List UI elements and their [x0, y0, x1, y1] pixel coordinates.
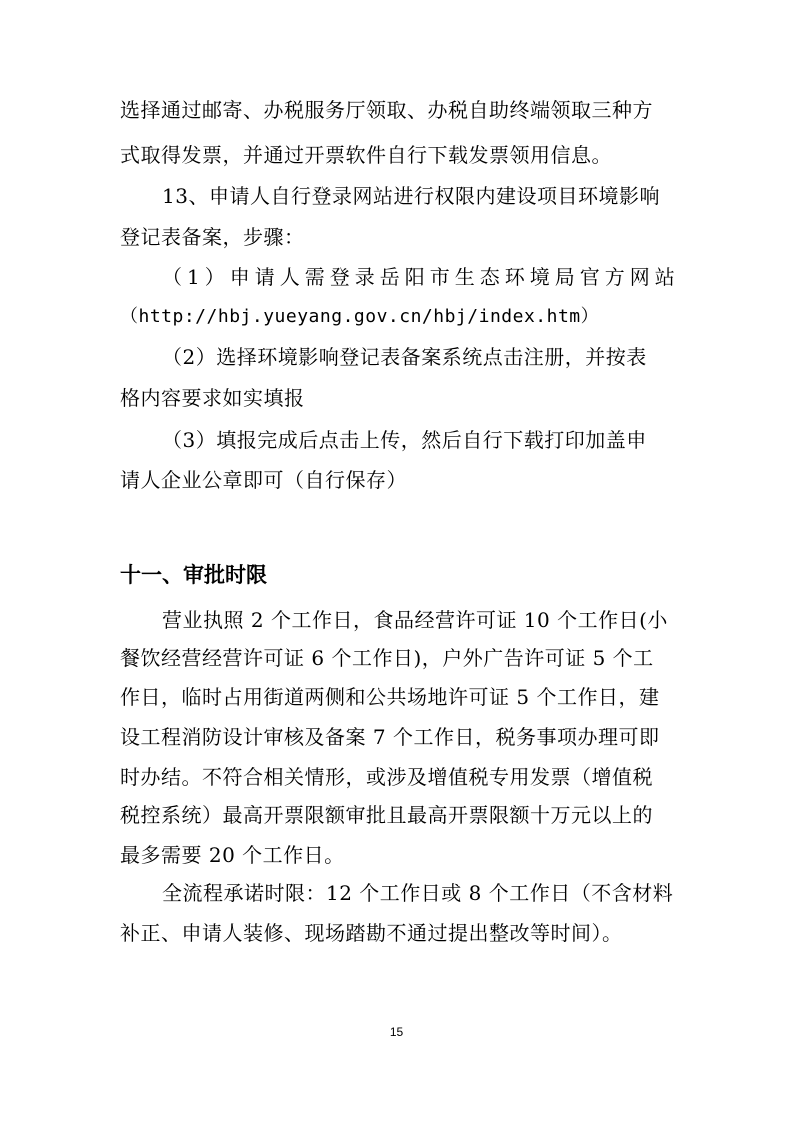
- text-line: 税控系统）最高开票限额审批且最高开票限额十万元以上的: [120, 803, 653, 827]
- text-line: 全流程承诺时限：12 个工作日或 8 个工作日（不含材料: [162, 881, 674, 905]
- text-line: 选择通过邮寄、办税服务厅领取、办税自助终端领取三种方: [120, 98, 653, 122]
- text-line: 格内容要求如实填报: [120, 386, 305, 410]
- text-line: 登记表备案，步骤：: [120, 225, 305, 249]
- text-line: （3）填报完成后点击上传，然后自行下载打印加盖申: [162, 428, 647, 452]
- text-line: 设工程消防设计审核及备案 7 个工作日，税务事项办理可即: [120, 725, 660, 749]
- text-line: （1）申请人需登录岳阳市生态环境局官方网站: [162, 265, 680, 289]
- text-line: 作日，临时占用街道两侧和公共场地许可证 5 个工作日，建: [120, 685, 660, 709]
- text-line: 补正、申请人装修、现场踏勘不通过提出整改等时间）。: [120, 921, 623, 945]
- section-heading: 十一、审批时限: [120, 563, 267, 587]
- text-line: 最多需要 20 个工作日。: [120, 843, 345, 867]
- text-line: 式取得发票，并通过开票软件自行下载发票领用信息。: [120, 143, 612, 167]
- text-line: 餐饮经营经营许可证 6 个工作日)，户外广告许可证 5 个工: [120, 646, 654, 670]
- page-number: 15: [389, 1025, 404, 1039]
- text-line: 13、申请人自行登录网站进行权限内建设项目环境影响: [162, 184, 660, 208]
- text-line: 时办结。不符合相关情形，或涉及增值税专用发票（增值税: [120, 765, 653, 789]
- text-line: 请人企业公章即可（自行保存）: [120, 468, 407, 492]
- url-line: （http://hbj.yueyang.gov.cn/hbj/index.htm）: [120, 306, 600, 327]
- text-line: 营业执照 2 个工作日，食品经营许可证 10 个工作日(小: [162, 608, 668, 632]
- text-line: （2）选择环境影响登记表备案系统点击注册，并按表: [162, 345, 647, 369]
